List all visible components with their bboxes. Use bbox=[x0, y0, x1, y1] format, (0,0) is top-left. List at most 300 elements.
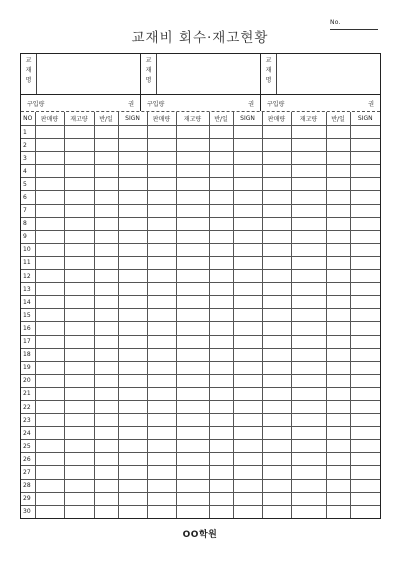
return-date-cell[interactable] bbox=[94, 230, 118, 243]
sign-cell[interactable] bbox=[350, 414, 380, 427]
return-date-cell[interactable] bbox=[326, 270, 350, 283]
return-date-cell[interactable] bbox=[94, 361, 118, 374]
sign-cell[interactable] bbox=[350, 492, 380, 505]
sign-cell[interactable] bbox=[233, 217, 262, 230]
sign-cell[interactable] bbox=[233, 348, 262, 361]
return-date-cell[interactable] bbox=[94, 466, 118, 479]
return-date-cell[interactable] bbox=[326, 374, 350, 387]
sales-cell[interactable] bbox=[262, 165, 291, 178]
stock-cell[interactable] bbox=[291, 139, 326, 152]
return-date-cell[interactable] bbox=[94, 348, 118, 361]
return-date-cell[interactable] bbox=[209, 492, 233, 505]
sign-cell[interactable] bbox=[233, 309, 262, 322]
sign-cell[interactable] bbox=[350, 296, 380, 309]
stock-cell[interactable] bbox=[64, 479, 94, 492]
return-date-cell[interactable] bbox=[94, 505, 118, 518]
sales-cell[interactable] bbox=[262, 348, 291, 361]
sales-cell[interactable] bbox=[35, 309, 64, 322]
sales-cell[interactable] bbox=[262, 427, 291, 440]
return-date-cell[interactable] bbox=[209, 165, 233, 178]
sales-cell[interactable] bbox=[35, 256, 64, 269]
stock-cell[interactable] bbox=[176, 322, 209, 335]
return-date-cell[interactable] bbox=[209, 361, 233, 374]
sales-cell[interactable] bbox=[147, 322, 176, 335]
sales-cell[interactable] bbox=[35, 361, 64, 374]
sign-cell[interactable] bbox=[118, 283, 147, 296]
sign-cell[interactable] bbox=[118, 139, 147, 152]
sales-cell[interactable] bbox=[35, 191, 64, 204]
sales-cell[interactable] bbox=[262, 217, 291, 230]
stock-cell[interactable] bbox=[291, 243, 326, 256]
stock-cell[interactable] bbox=[176, 466, 209, 479]
return-date-cell[interactable] bbox=[326, 178, 350, 191]
return-date-cell[interactable] bbox=[94, 139, 118, 152]
sign-cell[interactable] bbox=[350, 178, 380, 191]
sign-cell[interactable] bbox=[118, 505, 147, 518]
sign-cell[interactable] bbox=[350, 505, 380, 518]
sales-cell[interactable] bbox=[262, 440, 291, 453]
sales-cell[interactable] bbox=[147, 152, 176, 165]
return-date-cell[interactable] bbox=[209, 387, 233, 400]
stock-cell[interactable] bbox=[291, 256, 326, 269]
return-date-cell[interactable] bbox=[326, 505, 350, 518]
sign-cell[interactable] bbox=[118, 204, 147, 217]
stock-cell[interactable] bbox=[64, 270, 94, 283]
sales-cell[interactable] bbox=[35, 400, 64, 413]
sales-cell[interactable] bbox=[147, 479, 176, 492]
return-date-cell[interactable] bbox=[209, 256, 233, 269]
sign-cell[interactable] bbox=[118, 374, 147, 387]
stock-cell[interactable] bbox=[64, 348, 94, 361]
stock-cell[interactable] bbox=[291, 322, 326, 335]
sales-cell[interactable] bbox=[147, 374, 176, 387]
return-date-cell[interactable] bbox=[94, 296, 118, 309]
sales-cell[interactable] bbox=[262, 191, 291, 204]
return-date-cell[interactable] bbox=[94, 256, 118, 269]
stock-cell[interactable] bbox=[64, 217, 94, 230]
sales-cell[interactable] bbox=[147, 139, 176, 152]
stock-cell[interactable] bbox=[176, 309, 209, 322]
stock-cell[interactable] bbox=[64, 243, 94, 256]
sign-cell[interactable] bbox=[118, 243, 147, 256]
sales-cell[interactable] bbox=[262, 230, 291, 243]
return-date-cell[interactable] bbox=[209, 453, 233, 466]
sales-cell[interactable] bbox=[35, 152, 64, 165]
sales-cell[interactable] bbox=[262, 204, 291, 217]
stock-cell[interactable] bbox=[291, 217, 326, 230]
sign-cell[interactable] bbox=[118, 152, 147, 165]
sign-cell[interactable] bbox=[233, 283, 262, 296]
stock-cell[interactable] bbox=[176, 283, 209, 296]
sales-cell[interactable] bbox=[35, 204, 64, 217]
return-date-cell[interactable] bbox=[326, 217, 350, 230]
sign-cell[interactable] bbox=[233, 230, 262, 243]
sign-cell[interactable] bbox=[118, 230, 147, 243]
sales-cell[interactable] bbox=[147, 204, 176, 217]
return-date-cell[interactable] bbox=[94, 309, 118, 322]
stock-cell[interactable] bbox=[176, 178, 209, 191]
stock-cell[interactable] bbox=[291, 348, 326, 361]
sign-cell[interactable] bbox=[118, 492, 147, 505]
sign-cell[interactable] bbox=[118, 178, 147, 191]
stock-cell[interactable] bbox=[291, 414, 326, 427]
sales-cell[interactable] bbox=[35, 139, 64, 152]
sign-cell[interactable] bbox=[233, 453, 262, 466]
return-date-cell[interactable] bbox=[209, 335, 233, 348]
sign-cell[interactable] bbox=[350, 466, 380, 479]
sales-cell[interactable] bbox=[262, 256, 291, 269]
stock-cell[interactable] bbox=[176, 414, 209, 427]
stock-cell[interactable] bbox=[176, 505, 209, 518]
stock-cell[interactable] bbox=[291, 400, 326, 413]
sales-cell[interactable] bbox=[262, 505, 291, 518]
sign-cell[interactable] bbox=[118, 400, 147, 413]
return-date-cell[interactable] bbox=[326, 322, 350, 335]
sign-cell[interactable] bbox=[233, 505, 262, 518]
return-date-cell[interactable] bbox=[94, 335, 118, 348]
sales-cell[interactable] bbox=[147, 256, 176, 269]
sales-cell[interactable] bbox=[147, 335, 176, 348]
stock-cell[interactable] bbox=[64, 427, 94, 440]
sign-cell[interactable] bbox=[233, 466, 262, 479]
sales-cell[interactable] bbox=[147, 126, 176, 139]
stock-cell[interactable] bbox=[176, 126, 209, 139]
sign-cell[interactable] bbox=[233, 400, 262, 413]
return-date-cell[interactable] bbox=[326, 361, 350, 374]
sales-cell[interactable] bbox=[35, 414, 64, 427]
return-date-cell[interactable] bbox=[209, 505, 233, 518]
sales-cell[interactable] bbox=[262, 374, 291, 387]
sales-cell[interactable] bbox=[147, 178, 176, 191]
stock-cell[interactable] bbox=[291, 230, 326, 243]
stock-cell[interactable] bbox=[64, 165, 94, 178]
stock-cell[interactable] bbox=[176, 230, 209, 243]
return-date-cell[interactable] bbox=[94, 453, 118, 466]
sales-cell[interactable] bbox=[262, 126, 291, 139]
stock-cell[interactable] bbox=[176, 191, 209, 204]
stock-cell[interactable] bbox=[176, 243, 209, 256]
return-date-cell[interactable] bbox=[209, 139, 233, 152]
return-date-cell[interactable] bbox=[209, 152, 233, 165]
return-date-cell[interactable] bbox=[209, 322, 233, 335]
stock-cell[interactable] bbox=[64, 256, 94, 269]
stock-cell[interactable] bbox=[291, 204, 326, 217]
sign-cell[interactable] bbox=[118, 348, 147, 361]
sales-cell[interactable] bbox=[147, 243, 176, 256]
sign-cell[interactable] bbox=[350, 453, 380, 466]
sign-cell[interactable] bbox=[233, 374, 262, 387]
sales-cell[interactable] bbox=[35, 505, 64, 518]
return-date-cell[interactable] bbox=[326, 335, 350, 348]
return-date-cell[interactable] bbox=[94, 479, 118, 492]
sales-cell[interactable] bbox=[262, 270, 291, 283]
return-date-cell[interactable] bbox=[94, 152, 118, 165]
stock-cell[interactable] bbox=[64, 414, 94, 427]
sales-cell[interactable] bbox=[147, 361, 176, 374]
return-date-cell[interactable] bbox=[326, 230, 350, 243]
stock-cell[interactable] bbox=[291, 427, 326, 440]
sales-cell[interactable] bbox=[262, 152, 291, 165]
return-date-cell[interactable] bbox=[94, 165, 118, 178]
stock-cell[interactable] bbox=[176, 139, 209, 152]
return-date-cell[interactable] bbox=[94, 283, 118, 296]
sales-cell[interactable] bbox=[35, 374, 64, 387]
return-date-cell[interactable] bbox=[209, 191, 233, 204]
return-date-cell[interactable] bbox=[94, 374, 118, 387]
return-date-cell[interactable] bbox=[94, 322, 118, 335]
sign-cell[interactable] bbox=[118, 296, 147, 309]
return-date-cell[interactable] bbox=[94, 178, 118, 191]
sign-cell[interactable] bbox=[118, 322, 147, 335]
sales-cell[interactable] bbox=[147, 414, 176, 427]
return-date-cell[interactable] bbox=[326, 139, 350, 152]
sign-cell[interactable] bbox=[118, 427, 147, 440]
sales-cell[interactable] bbox=[262, 479, 291, 492]
textbook-name-field[interactable] bbox=[37, 54, 140, 94]
sign-cell[interactable] bbox=[350, 400, 380, 413]
sign-cell[interactable] bbox=[233, 256, 262, 269]
return-date-cell[interactable] bbox=[94, 270, 118, 283]
sign-cell[interactable] bbox=[350, 152, 380, 165]
sales-cell[interactable] bbox=[262, 414, 291, 427]
sales-cell[interactable] bbox=[147, 387, 176, 400]
stock-cell[interactable] bbox=[64, 387, 94, 400]
sign-cell[interactable] bbox=[118, 217, 147, 230]
sign-cell[interactable] bbox=[233, 387, 262, 400]
sign-cell[interactable] bbox=[233, 270, 262, 283]
return-date-cell[interactable] bbox=[209, 296, 233, 309]
sign-cell[interactable] bbox=[350, 270, 380, 283]
stock-cell[interactable] bbox=[291, 453, 326, 466]
stock-cell[interactable] bbox=[64, 361, 94, 374]
sales-cell[interactable] bbox=[262, 243, 291, 256]
stock-cell[interactable] bbox=[176, 479, 209, 492]
sales-cell[interactable] bbox=[35, 492, 64, 505]
return-date-cell[interactable] bbox=[94, 427, 118, 440]
stock-cell[interactable] bbox=[291, 335, 326, 348]
sales-cell[interactable] bbox=[35, 348, 64, 361]
sign-cell[interactable] bbox=[118, 466, 147, 479]
sign-cell[interactable] bbox=[350, 126, 380, 139]
return-date-cell[interactable] bbox=[326, 204, 350, 217]
sign-cell[interactable] bbox=[350, 256, 380, 269]
sign-cell[interactable] bbox=[233, 479, 262, 492]
sign-cell[interactable] bbox=[118, 414, 147, 427]
sales-cell[interactable] bbox=[35, 126, 64, 139]
sign-cell[interactable] bbox=[350, 348, 380, 361]
purchase-quantity-3[interactable] bbox=[260, 95, 380, 111]
sign-cell[interactable] bbox=[350, 230, 380, 243]
sign-cell[interactable] bbox=[233, 152, 262, 165]
sign-cell[interactable] bbox=[233, 335, 262, 348]
sales-cell[interactable] bbox=[262, 139, 291, 152]
sales-cell[interactable] bbox=[35, 270, 64, 283]
return-date-cell[interactable] bbox=[326, 466, 350, 479]
return-date-cell[interactable] bbox=[94, 400, 118, 413]
sign-cell[interactable] bbox=[118, 256, 147, 269]
stock-cell[interactable] bbox=[64, 492, 94, 505]
sales-cell[interactable] bbox=[147, 296, 176, 309]
return-date-cell[interactable] bbox=[326, 165, 350, 178]
return-date-cell[interactable] bbox=[94, 387, 118, 400]
stock-cell[interactable] bbox=[64, 335, 94, 348]
sign-cell[interactable] bbox=[233, 243, 262, 256]
stock-cell[interactable] bbox=[64, 283, 94, 296]
return-date-cell[interactable] bbox=[209, 400, 233, 413]
stock-cell[interactable] bbox=[176, 217, 209, 230]
return-date-cell[interactable] bbox=[94, 217, 118, 230]
return-date-cell[interactable] bbox=[94, 492, 118, 505]
return-date-cell[interactable] bbox=[209, 348, 233, 361]
sign-cell[interactable] bbox=[233, 126, 262, 139]
sales-cell[interactable] bbox=[147, 309, 176, 322]
sales-cell[interactable] bbox=[147, 283, 176, 296]
sales-cell[interactable] bbox=[35, 230, 64, 243]
sales-cell[interactable] bbox=[35, 283, 64, 296]
sales-cell[interactable] bbox=[147, 492, 176, 505]
stock-cell[interactable] bbox=[64, 178, 94, 191]
stock-cell[interactable] bbox=[291, 492, 326, 505]
stock-cell[interactable] bbox=[64, 400, 94, 413]
textbook-name-field[interactable] bbox=[277, 54, 380, 94]
stock-cell[interactable] bbox=[176, 296, 209, 309]
stock-cell[interactable] bbox=[291, 270, 326, 283]
return-date-cell[interactable] bbox=[209, 427, 233, 440]
return-date-cell[interactable] bbox=[326, 414, 350, 427]
return-date-cell[interactable] bbox=[326, 400, 350, 413]
sign-cell[interactable] bbox=[118, 165, 147, 178]
sales-cell[interactable] bbox=[147, 191, 176, 204]
stock-cell[interactable] bbox=[64, 466, 94, 479]
stock-cell[interactable] bbox=[176, 270, 209, 283]
sales-cell[interactable] bbox=[147, 505, 176, 518]
stock-cell[interactable] bbox=[176, 204, 209, 217]
sign-cell[interactable] bbox=[350, 387, 380, 400]
sales-cell[interactable] bbox=[147, 230, 176, 243]
sign-cell[interactable] bbox=[233, 361, 262, 374]
sign-cell[interactable] bbox=[233, 178, 262, 191]
return-date-cell[interactable] bbox=[209, 374, 233, 387]
return-date-cell[interactable] bbox=[326, 152, 350, 165]
return-date-cell[interactable] bbox=[209, 204, 233, 217]
stock-cell[interactable] bbox=[291, 309, 326, 322]
stock-cell[interactable] bbox=[176, 374, 209, 387]
return-date-cell[interactable] bbox=[209, 178, 233, 191]
sales-cell[interactable] bbox=[262, 178, 291, 191]
stock-cell[interactable] bbox=[64, 440, 94, 453]
sales-cell[interactable] bbox=[35, 427, 64, 440]
stock-cell[interactable] bbox=[291, 126, 326, 139]
stock-cell[interactable] bbox=[64, 296, 94, 309]
return-date-cell[interactable] bbox=[209, 440, 233, 453]
stock-cell[interactable] bbox=[291, 387, 326, 400]
return-date-cell[interactable] bbox=[326, 126, 350, 139]
stock-cell[interactable] bbox=[176, 152, 209, 165]
sales-cell[interactable] bbox=[147, 217, 176, 230]
return-date-cell[interactable] bbox=[326, 296, 350, 309]
stock-cell[interactable] bbox=[291, 152, 326, 165]
sales-cell[interactable] bbox=[262, 361, 291, 374]
stock-cell[interactable] bbox=[64, 152, 94, 165]
sign-cell[interactable] bbox=[350, 361, 380, 374]
sign-cell[interactable] bbox=[233, 414, 262, 427]
return-date-cell[interactable] bbox=[209, 479, 233, 492]
sign-cell[interactable] bbox=[350, 374, 380, 387]
sign-cell[interactable] bbox=[350, 322, 380, 335]
sales-cell[interactable] bbox=[262, 335, 291, 348]
stock-cell[interactable] bbox=[291, 165, 326, 178]
stock-cell[interactable] bbox=[176, 348, 209, 361]
return-date-cell[interactable] bbox=[94, 204, 118, 217]
stock-cell[interactable] bbox=[291, 361, 326, 374]
stock-cell[interactable] bbox=[176, 256, 209, 269]
return-date-cell[interactable] bbox=[326, 479, 350, 492]
return-date-cell[interactable] bbox=[94, 440, 118, 453]
sign-cell[interactable] bbox=[233, 322, 262, 335]
sign-cell[interactable] bbox=[118, 440, 147, 453]
sign-cell[interactable] bbox=[118, 191, 147, 204]
return-date-cell[interactable] bbox=[209, 243, 233, 256]
sales-cell[interactable] bbox=[262, 492, 291, 505]
stock-cell[interactable] bbox=[64, 191, 94, 204]
sign-cell[interactable] bbox=[350, 139, 380, 152]
sign-cell[interactable] bbox=[350, 309, 380, 322]
sales-cell[interactable] bbox=[35, 296, 64, 309]
return-date-cell[interactable] bbox=[209, 230, 233, 243]
return-date-cell[interactable] bbox=[326, 256, 350, 269]
sales-cell[interactable] bbox=[262, 387, 291, 400]
sales-cell[interactable] bbox=[147, 466, 176, 479]
return-date-cell[interactable] bbox=[94, 126, 118, 139]
sales-cell[interactable] bbox=[262, 453, 291, 466]
sales-cell[interactable] bbox=[147, 270, 176, 283]
sign-cell[interactable] bbox=[233, 440, 262, 453]
purchase-quantity-1[interactable] bbox=[21, 95, 140, 111]
sign-cell[interactable] bbox=[118, 126, 147, 139]
sign-cell[interactable] bbox=[233, 296, 262, 309]
sales-cell[interactable] bbox=[147, 348, 176, 361]
stock-cell[interactable] bbox=[64, 322, 94, 335]
sales-cell[interactable] bbox=[147, 400, 176, 413]
stock-cell[interactable] bbox=[64, 230, 94, 243]
sales-cell[interactable] bbox=[147, 440, 176, 453]
sales-cell[interactable] bbox=[35, 165, 64, 178]
return-date-cell[interactable] bbox=[209, 414, 233, 427]
sign-cell[interactable] bbox=[350, 217, 380, 230]
return-date-cell[interactable] bbox=[326, 309, 350, 322]
stock-cell[interactable] bbox=[176, 453, 209, 466]
sales-cell[interactable] bbox=[35, 178, 64, 191]
stock-cell[interactable] bbox=[291, 374, 326, 387]
stock-cell[interactable] bbox=[176, 492, 209, 505]
sales-cell[interactable] bbox=[35, 387, 64, 400]
stock-cell[interactable] bbox=[291, 191, 326, 204]
stock-cell[interactable] bbox=[64, 505, 94, 518]
stock-cell[interactable] bbox=[176, 400, 209, 413]
return-date-cell[interactable] bbox=[209, 466, 233, 479]
sales-cell[interactable] bbox=[262, 400, 291, 413]
stock-cell[interactable] bbox=[291, 283, 326, 296]
sign-cell[interactable] bbox=[118, 387, 147, 400]
return-date-cell[interactable] bbox=[326, 440, 350, 453]
sign-cell[interactable] bbox=[233, 204, 262, 217]
stock-cell[interactable] bbox=[64, 309, 94, 322]
sign-cell[interactable] bbox=[350, 191, 380, 204]
sales-cell[interactable] bbox=[262, 283, 291, 296]
sales-cell[interactable] bbox=[35, 217, 64, 230]
sales-cell[interactable] bbox=[35, 322, 64, 335]
stock-cell[interactable] bbox=[176, 165, 209, 178]
